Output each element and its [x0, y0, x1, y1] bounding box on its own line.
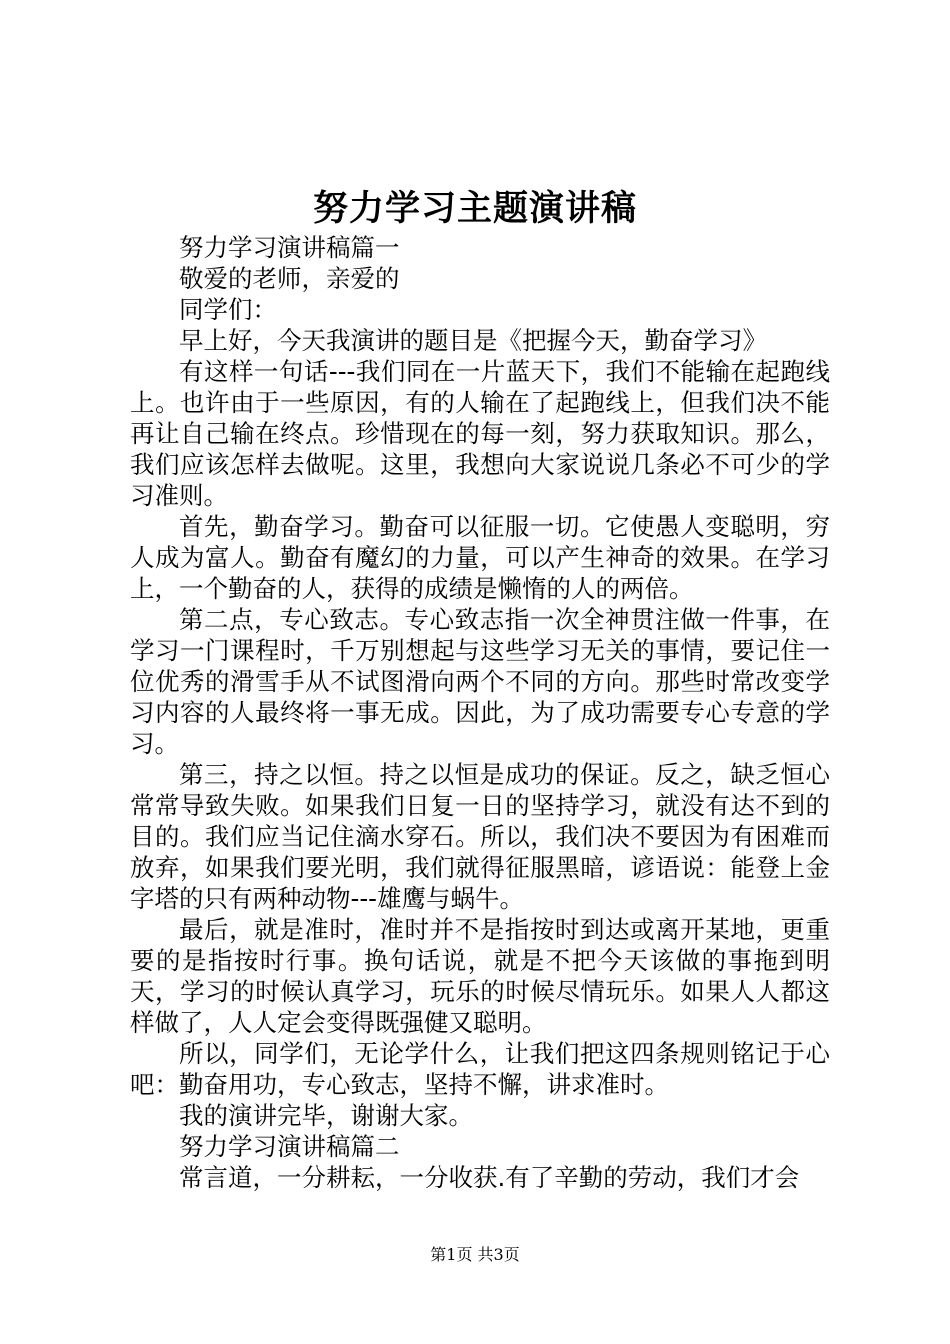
paragraph-last-point: 最后，就是准时，准时并不是指按时到达或离开某地，更重要的是指按时行事。换句话说，就是不把今天该做的事拖到明天，学习的时候认真学习，玩乐的时候尽情玩乐。如果人人都这样做了，人人定会变得既强健又聪明。 — [130, 915, 830, 1037]
paragraph-heading-part-one: 努力学习演讲稿篇一 — [179, 233, 400, 262]
paragraph-part-two-start: 常言道，一分耕耘，一分收获.有了辛勤的劳动，我们才会 — [179, 1163, 800, 1192]
paragraph-greeting: 早上好，今天我演讲的题目是《把握今天，勤奋学习》 — [179, 326, 767, 355]
paragraph-salutation-cont: 同学们： — [179, 295, 277, 324]
paragraph-first-point: 首先，勤奋学习。勤奋可以征服一切。它使愚人变聪明，穷人成为富人。勤奋有魔幻的力量，可以产生神奇的效果。在学习上，一个勤奋的人，获得的成绩是懒惰的人的两倍。 — [130, 512, 830, 603]
paragraph-third-point: 第三，持之以恒。持之以恒是成功的保证。反之，缺乏恒心常常导致失败。如果我们日复一日的坚持学习，就没有达不到的目的。我们应当记住滴水穿石。所以，我们决不要因为有困难而放弃，如果我们要光明，我们就得征服黑暗，谚语说：能登上金字塔的只有两种动物---雄鹰与蜗牛。 — [130, 760, 830, 913]
page-footer: 第1页 共3页 — [430, 1245, 520, 1264]
paragraph-salutation: 敬爱的老师，亲爱的 — [179, 264, 400, 293]
paragraph-heading-part-two: 努力学习演讲稿篇二 — [179, 1132, 400, 1161]
paragraph-summary: 所以，同学们，无论学什么，让我们把这四条规则铭记于心吧：勤奋用功，专心致志，坚持不懈，讲求准时。 — [130, 1039, 830, 1099]
document-title: 努力学习主题演讲稿 — [312, 188, 637, 229]
paragraph-closing: 我的演讲完毕，谢谢大家。 — [179, 1101, 473, 1130]
paragraph-intro: 有这样一句话---我们同在一片蓝天下，我们不能输在起跑线上。也许由于一些原因，有的人输在了起跑线上，但我们决不能再让自己输在终点。珍惜现在的每一刻，努力获取知识。那么，我们应该怎样去做呢。这里，我想向大家说说几条必不可少的学习准则。 — [130, 357, 830, 510]
paragraph-second-point: 第二点，专心致志。专心致志指一次全神贯注做一件事，在学习一门课程时，千万别想起与这些学习无关的事情，要记住一位优秀的滑雪手从不试图滑向两个不同的方向。那些时常改变学习内容的人最终将一事无成。因此，为了成功需要专心专意的学习。 — [130, 605, 830, 758]
document-body — [130, 232, 830, 1193]
